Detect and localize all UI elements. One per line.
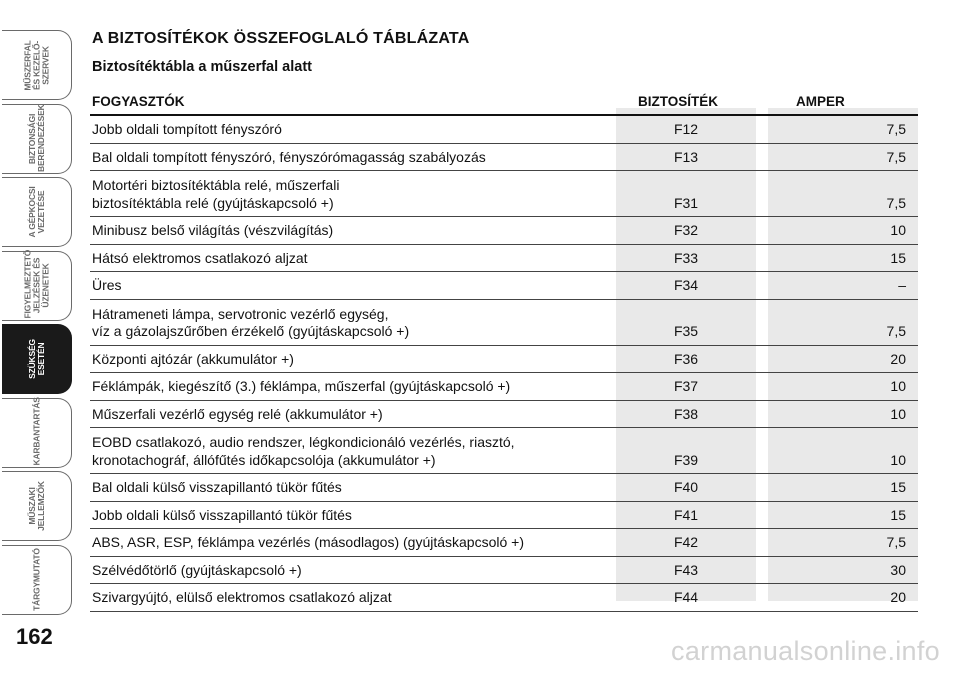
tab-label: TÁRGYMUTATÓ (31, 548, 41, 611)
row-fuse: F33 (673, 249, 699, 266)
row-amp: 15 (890, 249, 906, 266)
row-consumer: Hátrameneti lámpa, servotronic vezérlő egység, víz a gázolajszűrőben érzékelő (gyújtáskapcsoló +) (92, 305, 410, 339)
tab-label: KARBANTARTÁS (31, 397, 41, 466)
table-header (90, 92, 918, 116)
table-row (90, 373, 918, 401)
row-consumer: Jobb oldali tompított fényszóró (92, 121, 282, 137)
row-fuse: F42 (673, 534, 699, 550)
tab-figyelmezteto[interactable] (2, 251, 72, 321)
row-amp: 7,5 (886, 148, 906, 165)
row-amp: 20 (890, 589, 906, 605)
row-amp: 10 (890, 405, 906, 422)
watermark-text: carmanualsonline.info (671, 636, 940, 666)
row-fuse: F43 (673, 561, 699, 578)
row-consumer: Szivargyújtó, elülső elektromos csatlakozó aljzat (92, 589, 392, 605)
table-row (90, 529, 918, 557)
row-amp: 20 (890, 350, 906, 367)
tab-szukseg-eseten[interactable] (2, 324, 72, 394)
row-amp: 10 (890, 451, 906, 468)
row-consumer: Motortéri biztosítéktábla relé, műszerfali biztosítéktábla relé (gyújtáskapcsoló +) (92, 177, 340, 211)
table-row (90, 171, 918, 217)
tab-muszaki[interactable] (2, 471, 72, 541)
tab-label: BIZTONSÁGI BERENDEZÉSEK (26, 103, 46, 172)
row-consumer: Jobb oldali külső visszapillantó tükör fűtés (92, 506, 352, 523)
header-consumers: FOGYASZTÓK (92, 94, 185, 109)
tab-targymutato[interactable] (2, 545, 72, 615)
row-consumer: Bal oldali tompított fényszóró, fényszórómagasság szabályozás (92, 148, 486, 165)
row-consumer: Féklámpák, kiegészítő (3.) féklámpa, műszerfal (gyújtáskapcsoló +) (92, 378, 511, 394)
tab-biztonsagi[interactable] (2, 104, 72, 174)
page-subtitle: Biztosítéktábla a műszerfal alatt (92, 59, 312, 75)
row-fuse: F37 (673, 378, 699, 394)
row-amp: 10 (890, 222, 906, 238)
table-row (90, 557, 918, 585)
table-row (90, 245, 918, 273)
row-fuse: F13 (673, 148, 699, 165)
row-fuse: F32 (673, 222, 699, 238)
row-amp: 15 (890, 479, 906, 495)
page-title: A BIZTOSÍTÉKOK ÖSSZEFOGLALÓ TÁBLÁZATA (92, 30, 470, 47)
row-fuse: F41 (673, 506, 699, 523)
row-fuse: F39 (673, 451, 699, 468)
row-fuse: F34 (673, 277, 699, 293)
tab-muszerfal[interactable] (2, 30, 72, 100)
table-row (90, 474, 918, 502)
row-consumer: EOBD csatlakozó, audio rendszer, légkondicionáló vezérlés, riasztó, kronotachográf, állófűtés időkapcsolója (akkumulátor +) (92, 434, 515, 468)
row-consumer: Műszerfali vezérlő egység relé (akkumulátor +) (92, 405, 383, 422)
tab-label: A GÉPKOCSI VEZETÉSE (26, 186, 46, 238)
table-row (90, 401, 918, 429)
header-fuse: BIZTOSÍTÉK (638, 94, 719, 109)
fuse-table (90, 92, 918, 612)
row-consumer: Hátsó elektromos csatlakozó aljzat (92, 249, 308, 266)
table-row (90, 502, 918, 530)
header-amp: AMPER (796, 94, 845, 109)
table-row (90, 428, 918, 474)
tab-karbantartas[interactable] (2, 398, 72, 468)
tab-gepkocsi[interactable] (2, 177, 72, 247)
row-amp: – (898, 277, 906, 293)
table-row (90, 144, 918, 172)
tab-label: MŰSZAKI JELLEMZŐK (26, 481, 46, 531)
row-fuse: F35 (673, 323, 699, 339)
row-amp: 7,5 (886, 534, 906, 550)
row-consumer: ABS, ASR, ESP, féklámpa vezérlés (másodlagos) (gyújtáskapcsoló +) (92, 534, 524, 550)
row-amp: 10 (890, 378, 906, 394)
row-fuse: F40 (673, 479, 699, 495)
tab-label: MŰSZERFAL ÉS KEZELŐ- SZERVEK (22, 39, 50, 91)
table-row (90, 584, 918, 612)
table-row (90, 217, 918, 245)
table-row (90, 272, 918, 300)
tab-label: FIGYELMEZTETŐ JELZÉSEK ÉS ÜZENETEK (22, 249, 50, 319)
row-consumer: Minibusz belső világítás (vészvilágítás) (92, 222, 334, 238)
tab-label: SZÜKSÉG ESETÉN (26, 339, 46, 379)
page-number: 162 (16, 624, 53, 649)
row-consumer: Bal oldali külső visszapillantó tükör fűtés (92, 479, 342, 495)
row-amp: 7,5 (886, 323, 906, 339)
row-fuse: F44 (673, 589, 699, 605)
row-consumer: Szélvédőtörlő (gyújtáskapcsoló +) (92, 561, 302, 578)
table-row (90, 346, 918, 374)
row-fuse: F31 (673, 194, 699, 211)
row-amp: 7,5 (886, 194, 906, 211)
row-amp: 7,5 (886, 121, 906, 137)
row-consumer: Központi ajtózár (akkumulátor +) (92, 350, 294, 367)
table-row (90, 116, 918, 144)
row-fuse: F38 (673, 405, 699, 422)
row-amp: 15 (890, 506, 906, 523)
row-fuse: F12 (673, 121, 699, 137)
row-fuse: F36 (673, 350, 699, 367)
row-consumer: Üres (92, 277, 122, 293)
table-row (90, 300, 918, 346)
row-amp: 30 (890, 561, 906, 578)
